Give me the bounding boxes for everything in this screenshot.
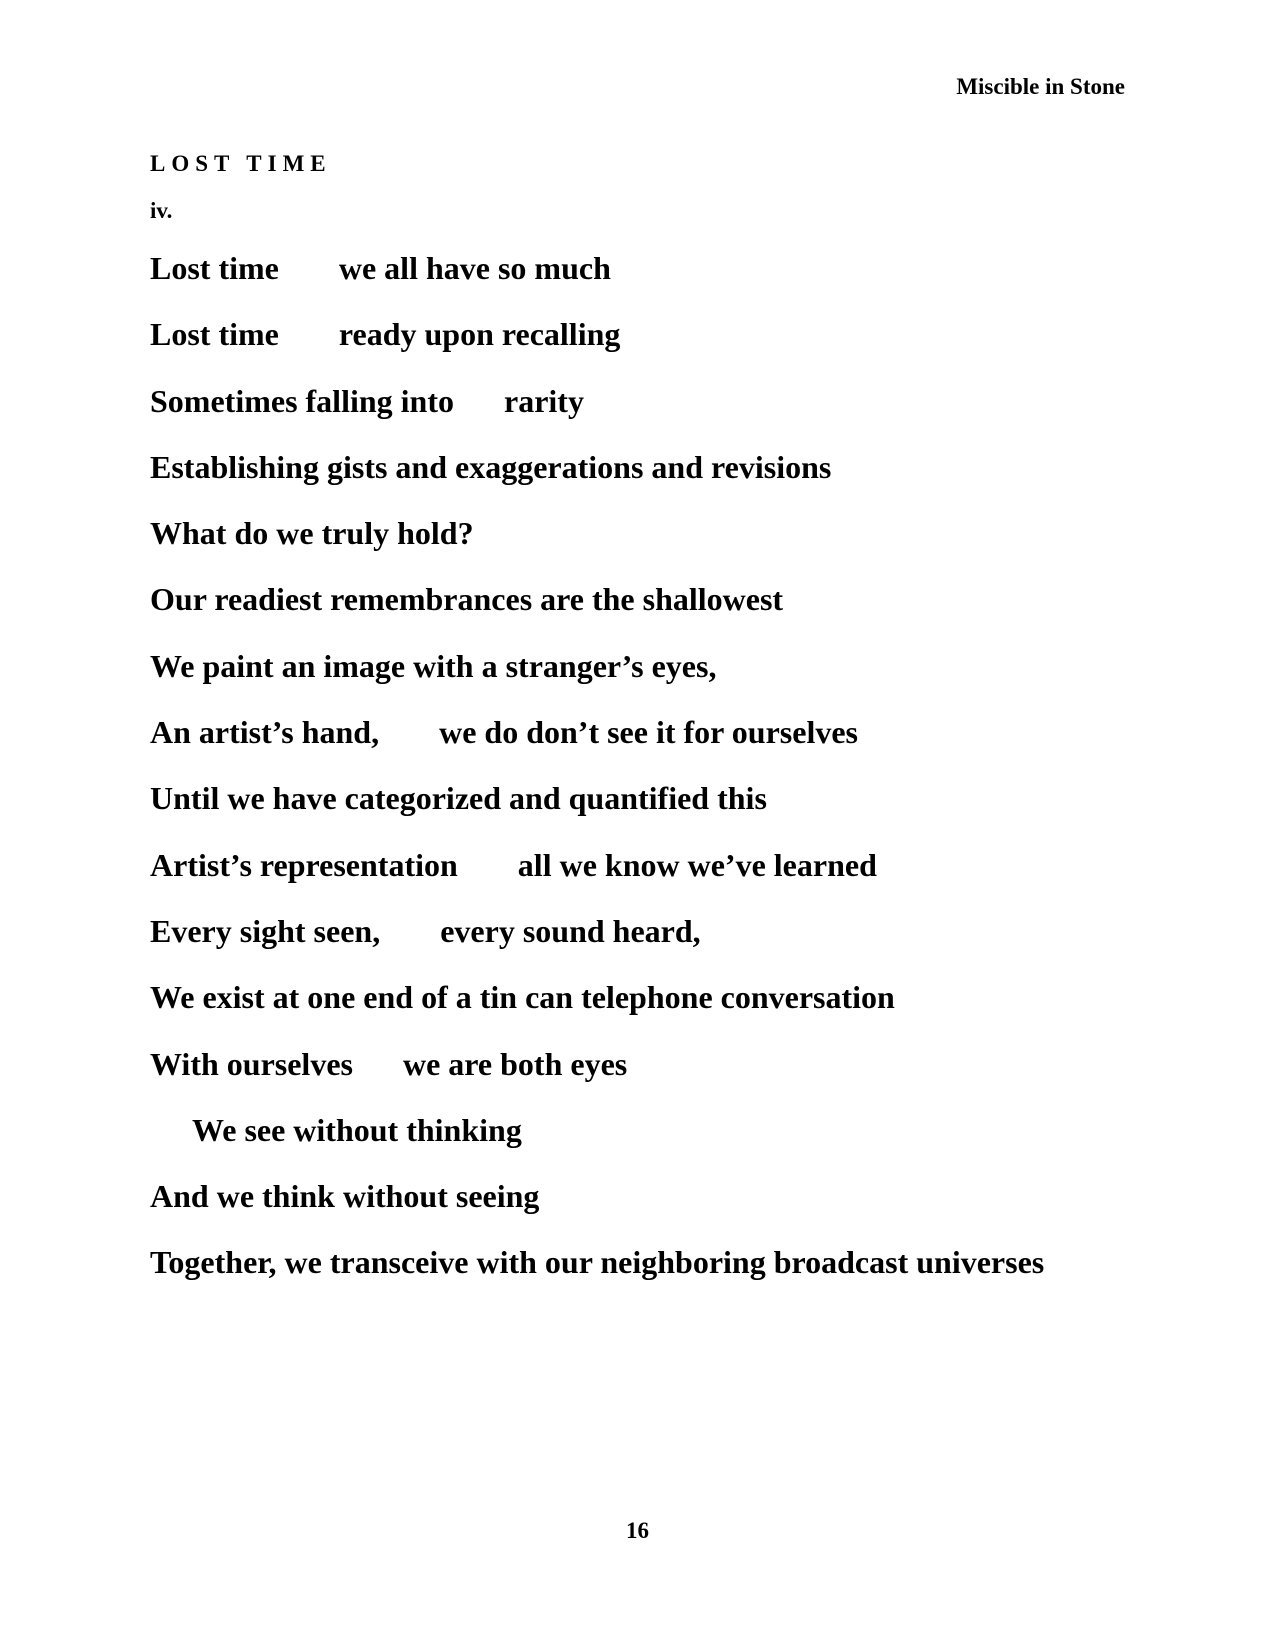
- poem-line: [150, 513, 1150, 579]
- poem-line-text: ready upon recalling: [338, 316, 621, 353]
- poem-line-text: we are both eyes: [402, 1045, 628, 1082]
- poem-line-text: With ourselves: [150, 1045, 353, 1082]
- poem-line-text: Until we have categorized and quantified this: [150, 780, 767, 817]
- poem-line: [150, 712, 1150, 778]
- poem-line: [150, 381, 1150, 447]
- poem-line-text: rarity: [503, 382, 584, 419]
- poem-line-text: Establishing gists and exaggerations and revisions: [150, 448, 832, 485]
- poem-line-text: Lost time: [150, 250, 279, 286]
- poem-line: [150, 579, 1150, 645]
- poem-line-text: Together, we transceive with our neighboring broadcast universes: [150, 1244, 1045, 1281]
- poem-line: [150, 1044, 1150, 1110]
- poem-line-text: We exist at one end of a tin can telephone conversation: [150, 979, 895, 1016]
- poem-line: [150, 1110, 1150, 1176]
- poem-line-text: Sometimes falling into: [150, 382, 454, 419]
- poem-line: [150, 1176, 1150, 1242]
- poem-line: [150, 646, 1150, 712]
- poem-line: [150, 314, 1150, 380]
- poem-line-text: We paint an image with a stranger’s eyes,: [150, 647, 717, 684]
- poem-line: [150, 447, 1150, 513]
- poem-line-text: An artist’s hand,: [150, 714, 380, 751]
- poem-line-text: What do we truly hold?: [150, 515, 474, 552]
- poem-line: [150, 778, 1150, 844]
- poem-line-text: Every sight seen,: [150, 912, 381, 949]
- poem-line-text: Our readiest remembrances are the shallowest: [150, 581, 784, 618]
- poem-body: [150, 248, 1150, 1309]
- poem-line: [150, 1242, 1150, 1308]
- poem-line: [150, 248, 1150, 314]
- poem-line-text: we do don’t see it for ourselves: [439, 714, 858, 751]
- section-number: iv.: [150, 198, 173, 223]
- running-header: Miscible in Stone: [956, 74, 1125, 99]
- poem-line: [150, 977, 1150, 1043]
- poem-line-text: Lost time: [150, 316, 279, 353]
- poem-line: [150, 845, 1150, 911]
- poem-title: LOST TIME: [150, 151, 332, 176]
- poem-line-text: all we know we’ve learned: [517, 846, 877, 883]
- poem-line-text: We see without thinking: [192, 1111, 522, 1148]
- poem-line-text: we all have so much: [338, 250, 611, 286]
- poem-line: [150, 911, 1150, 977]
- page-number: 16: [626, 1518, 649, 1543]
- poem-line-text: And we think without seeing: [150, 1178, 540, 1215]
- poem-line-text: Artist’s representation: [150, 846, 458, 883]
- poem-line-text: every sound heard,: [440, 912, 701, 949]
